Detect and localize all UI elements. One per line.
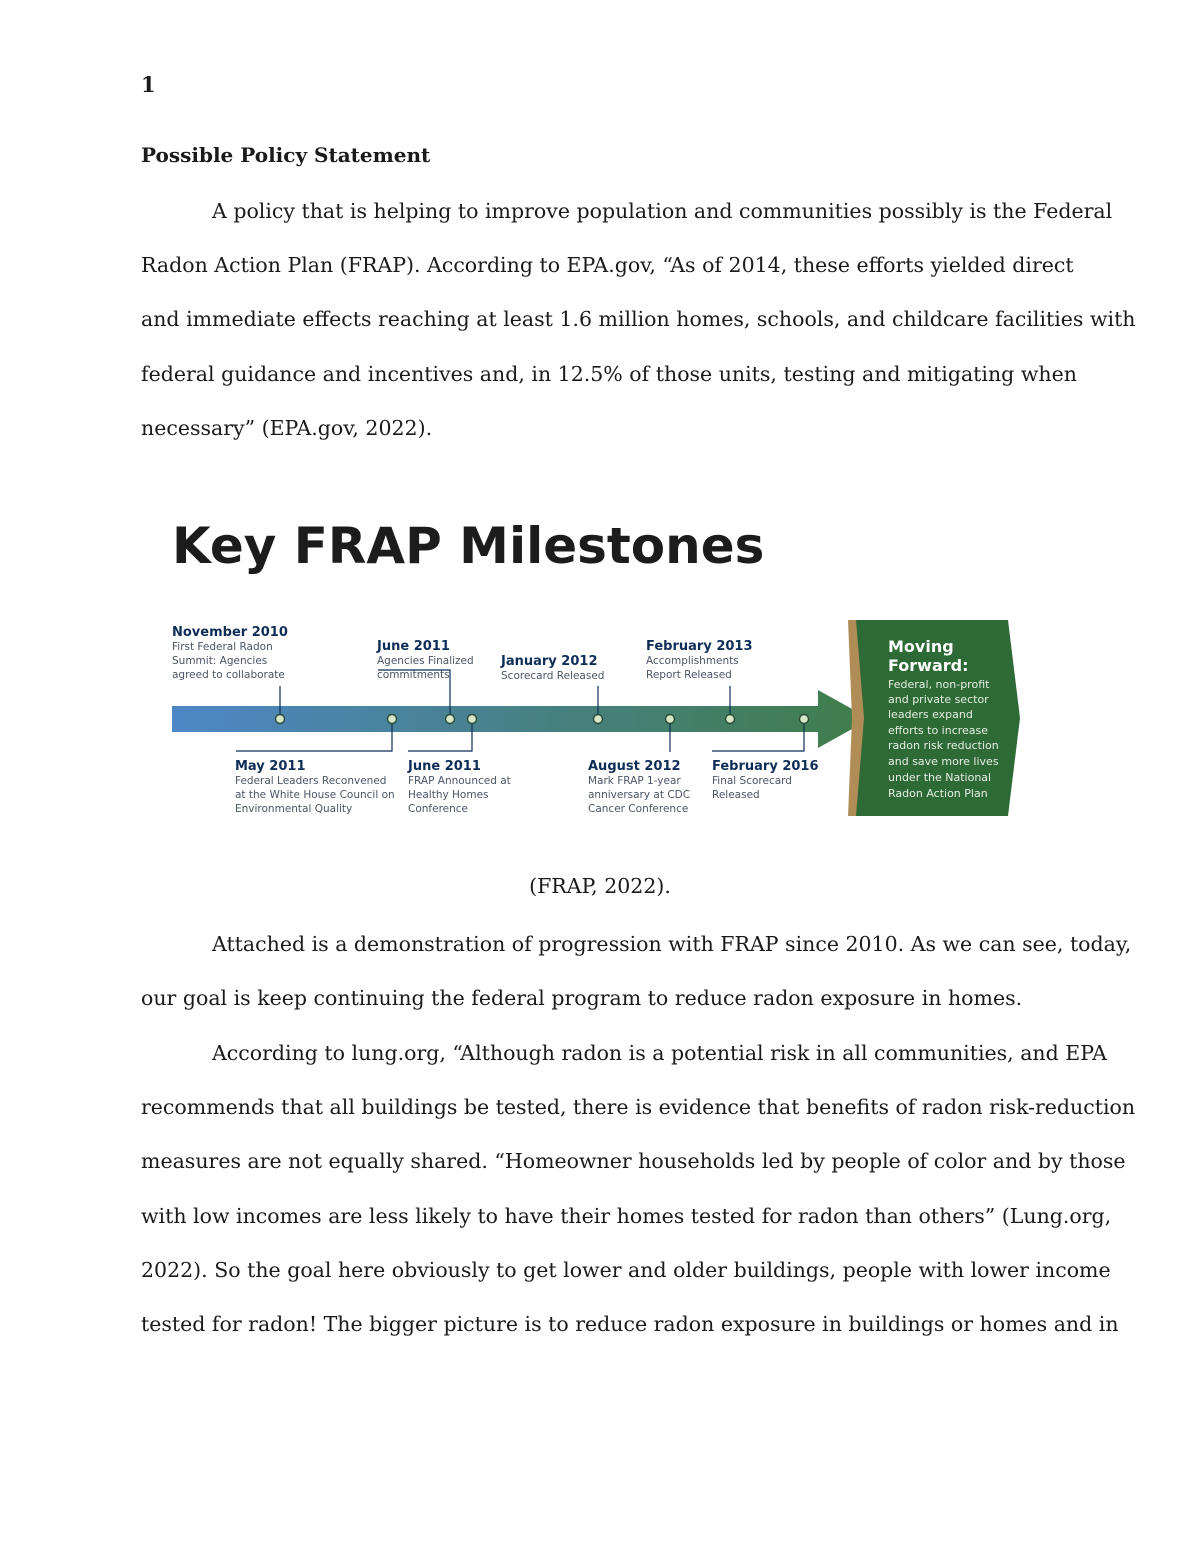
milestone-desc-line: Scorecard Released (501, 670, 605, 682)
paragraph-frap-intro (141, 184, 1136, 455)
frap-milestones-figure (160, 500, 1040, 830)
milestone-aug-2012 (588, 759, 690, 815)
page-number: 1 (141, 72, 156, 97)
milestone-desc-line: commitments (377, 669, 450, 681)
section-heading: Possible Policy Statement (141, 143, 431, 167)
milestone-desc-line: Cancer Conference (588, 803, 689, 815)
moving-forward-title: Forward: (888, 656, 969, 675)
milestone-desc-line: at the White House Council on (235, 789, 395, 801)
text-line: According to lung.org, “Although radon is a potential risk in all communities, and EPA (212, 1041, 1107, 1065)
milestone-date: June 2011 (408, 759, 481, 774)
milestone-desc-line: First Federal Radon (172, 641, 273, 653)
text-line: our goal is keep continuing the federal program to reduce radon exposure in homes. (141, 986, 1023, 1011)
milestone-date: November 2010 (172, 625, 288, 640)
milestone-desc-line: Accomplishments (646, 655, 739, 667)
milestone-node (388, 715, 397, 724)
moving-forward-line: and private sector (888, 693, 989, 706)
milestone-desc-line: Report Released (646, 669, 732, 681)
milestone-date: February 2013 (646, 639, 753, 654)
moving-forward-line: Radon Action Plan (888, 787, 988, 800)
milestone-node (666, 715, 675, 724)
text-line: Attached is a demonstration of progression with FRAP since 2010. As we can see, today, (212, 932, 1132, 956)
milestone-jun-2011-bottom (407, 759, 511, 815)
milestone-date: June 2011 (377, 639, 450, 654)
text-line: and immediate effects reaching at least 1.6 million homes, schools, and childcare facilities with (141, 307, 1136, 332)
text-line: with low incomes are less likely to have their homes tested for radon than others” (Lung.org, (141, 1203, 1112, 1228)
paragraph-lung-org (141, 1026, 1136, 1351)
moving-forward-line: efforts to increase (888, 724, 989, 737)
milestone-node (276, 715, 285, 724)
moving-forward-line: and save more lives (888, 755, 999, 768)
milestone-node (800, 715, 809, 724)
moving-forward-line: Federal, non-profit (888, 678, 990, 691)
moving-forward-line: leaders expand (888, 708, 973, 721)
text-line: 2022). So the goal here obviously to get lower and older buildings, people with lower income (141, 1257, 1111, 1282)
milestone-node (468, 715, 477, 724)
milestone-desc-line: Mark FRAP 1-year (588, 775, 681, 787)
milestone-desc-line: anniversary at CDC (588, 789, 691, 801)
milestone-jun-2011-top (376, 639, 474, 681)
milestone-date: February 2016 (712, 759, 819, 774)
milestone-desc-line: Healthy Homes (408, 789, 489, 801)
milestone-desc-line: Final Scorecard (712, 775, 792, 787)
milestone-desc-line: Federal Leaders Reconvened (235, 775, 387, 787)
milestone-date: August 2012 (588, 759, 681, 774)
text-line: measures are not equally shared. “Homeowner households led by people of color and by those (141, 1149, 1126, 1174)
milestone-desc-line: Conference (408, 803, 469, 815)
milestone-date: May 2011 (235, 759, 306, 774)
milestone-node (594, 715, 603, 724)
figure-title: Key FRAP Milestones (172, 517, 765, 575)
milestone-desc-line: Summit: Agencies (172, 655, 268, 667)
moving-forward-line: radon risk reduction (888, 739, 999, 752)
paragraph-progression (141, 917, 1132, 1025)
moving-forward-title: Moving (888, 637, 954, 656)
text-line: necessary” (EPA.gov, 2022). (141, 415, 433, 440)
text-line: Radon Action Plan (FRAP). According to EPA.gov, “As of 2014, these efforts yielded direct (141, 253, 1074, 278)
milestone-desc-line: Agencies Finalized (377, 655, 474, 667)
milestone-desc-line: Released (712, 789, 760, 801)
text-line: recommends that all buildings be tested, there is evidence that benefits of radon risk-reduction (141, 1095, 1136, 1120)
milestone-feb-2013 (646, 639, 753, 681)
milestone-desc-line: Environmental Quality (235, 803, 353, 815)
milestone-node (446, 715, 455, 724)
text-line: A policy that is helping to improve population and communities possibly is the Federal (212, 199, 1113, 223)
milestones-timeline-graphic (160, 500, 1040, 830)
milestone-nov-2010 (172, 625, 288, 681)
text-line: federal guidance and incentives and, in 12.5% of those units, testing and mitigating when (141, 361, 1077, 386)
milestone-feb-2016 (712, 759, 819, 801)
moving-forward-line: under the National (888, 771, 992, 784)
milestone-may-2011 (235, 759, 395, 815)
milestone-jan-2012 (500, 654, 604, 682)
figure-caption: (FRAP, 2022). (529, 874, 671, 898)
milestone-date: January 2012 (501, 654, 598, 669)
milestone-node (726, 715, 735, 724)
milestone-desc-line: agreed to collaborate (172, 669, 285, 681)
text-line: tested for radon! The bigger picture is to reduce radon exposure in buildings or homes and in (141, 1312, 1119, 1337)
milestone-desc-line: FRAP Announced at (408, 775, 511, 787)
